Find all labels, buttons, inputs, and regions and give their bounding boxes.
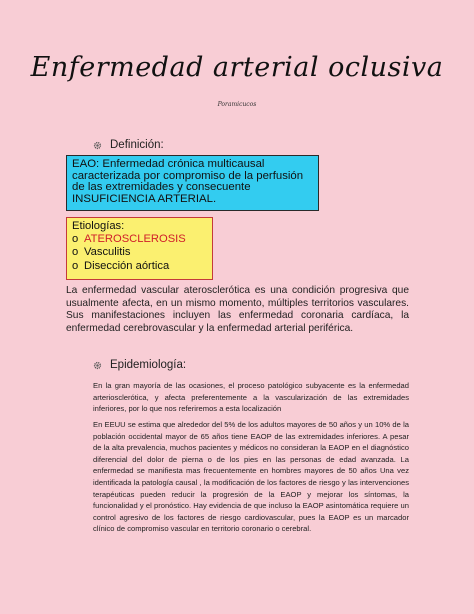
definition-highlight: INSUFICIENCIA ARTERIAL. xyxy=(72,192,217,205)
epidemiologia-paragraph-1: En la gran mayoría de las ocasiones, el proceso patológico subyacente es la enfermedad arteriosclerótica, y afecta preferentemente a la vascularización de las extremidades inferiores, por lo que nos referiremos a esta localización xyxy=(93,381,409,414)
document-subtitle: Poramicucos xyxy=(217,101,257,108)
etiologia-item xyxy=(72,233,207,246)
etiologia-text: ATEROSCLEROSIS xyxy=(84,233,186,246)
list-marker: o xyxy=(72,259,79,272)
definicion-bullet xyxy=(93,139,164,151)
gear-bullet-icon xyxy=(93,141,102,150)
list-marker: o xyxy=(72,233,79,246)
intro-paragraph: La enfermedad vascular aterosclerótica es una condición progresiva que usualmente afecta, en un mismo momento, múltiples territorios vasculares. Sus manifestaciones incluyen las enfermedad coronaria cardíaca, la enfermedad cerebrovascular y la enfermedad arterial periférica. xyxy=(66,285,409,334)
gear-bullet-icon xyxy=(93,361,102,370)
etiologia-text: Vasculitis xyxy=(84,246,131,259)
definition-box xyxy=(66,155,319,211)
document-title: Enfermedad arterial oclusiva xyxy=(30,52,444,83)
epidemiologia-paragraph-2: En EEUU se estima que alrededor del 5% de los adultos mayores de 50 años y un 10% de la población occidental mayor de 65 años tiene EAOP de las extremidades inferiores. A pesar de la alta prevalencia, muchos pacientes y médicos no consideran la EAOP en el diagnóstico diferencial del dolor de pierna o de los pies en las personas de edad avanzada. La enfermedad se manifiesta mas frecuentemente en hombres mayores de 50 años Una vez identificada la patología causal , la modificación de los factores de riesgo y las intervenciones terapéuticas pueden reducir la progresión de la EAOP y mejorar los síntomas, la funcionalidad y el pronóstico. Hay evidencia de que incluso la EAOP asintomática requiere un control agresivo de los factores de riesgo cardiovascular, pues la EAOP es un marcador clínico de compromiso vascular en territorio coronario o cerebral. xyxy=(93,420,409,534)
etiologia-text: Disección aórtica xyxy=(84,259,170,272)
etiologias-box xyxy=(66,217,213,280)
epidemiologia-bullet xyxy=(93,359,186,371)
definicion-label: Definición: xyxy=(110,139,164,151)
etiologia-item xyxy=(72,246,207,259)
etiologia-item xyxy=(72,260,207,273)
etiologias-heading: Etiologías: xyxy=(72,220,125,232)
list-marker: o xyxy=(72,246,79,259)
definition-text: EAO: Enfermedad crónica multicausal caracterizada por compromiso de la perfusión de las extremidades y consecuente xyxy=(72,158,304,194)
epidemiologia-label: Epidemiología: xyxy=(110,359,187,371)
